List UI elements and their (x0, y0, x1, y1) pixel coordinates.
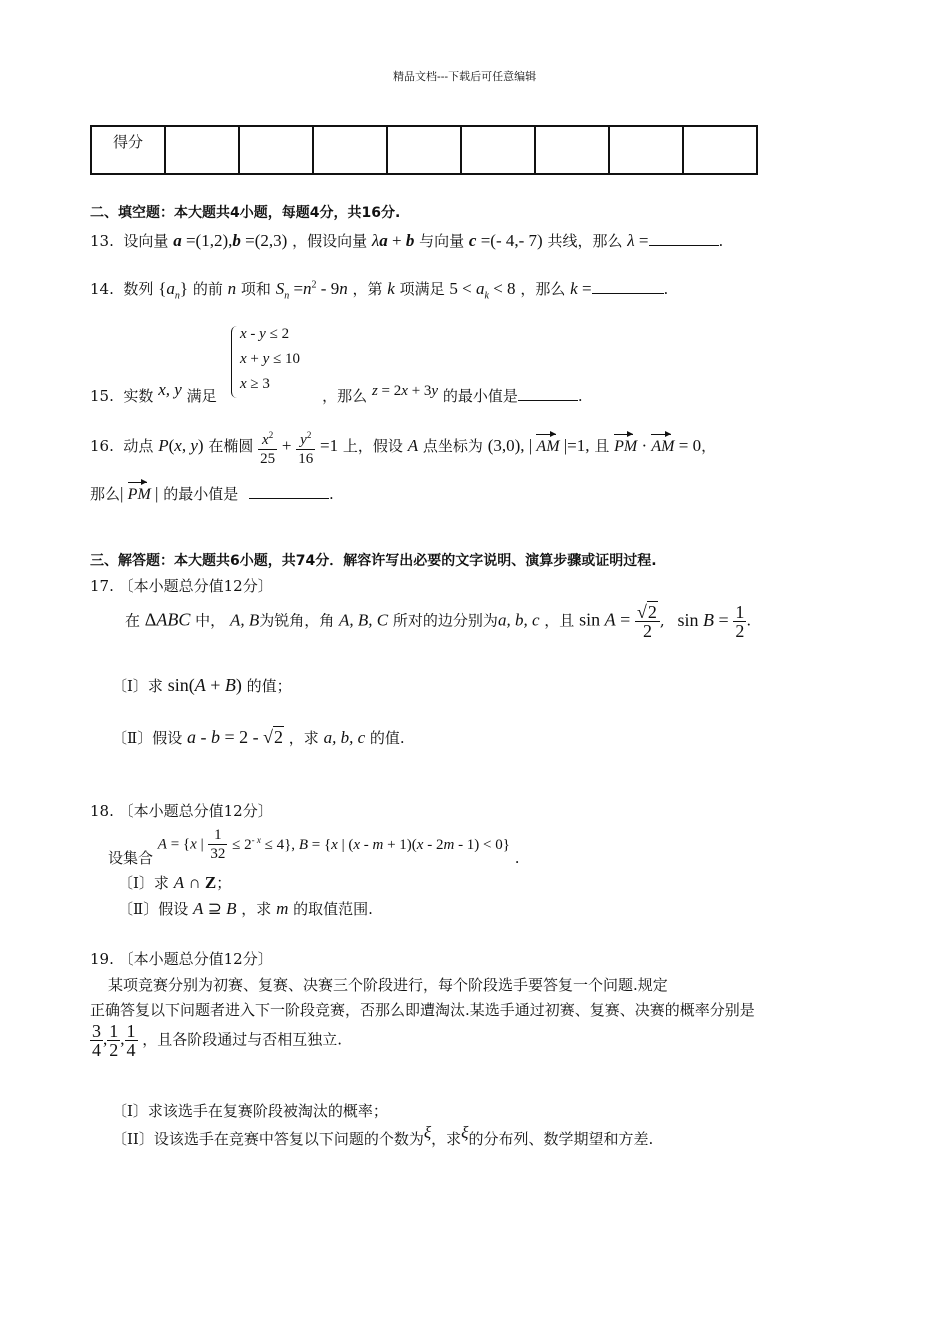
math: λa + b (371, 231, 415, 250)
text: 项满足 (399, 280, 445, 298)
text: 在椭圆 (208, 437, 254, 455)
section-heading: 二、填空题：本大题共4小题，每题4分，共16分. (90, 205, 401, 221)
text: 的最小值是 (442, 387, 518, 405)
text: ，第 (352, 280, 383, 298)
question-17-stem: 在 ΔABC 中， A, B为锐角，角 A, B, C 所对的边分别为a, b, c ，且 sin A = $\frac{√2}{2}$ , sin B = $\frac{1}{2}$ . (125, 602, 752, 641)
text: 中， (195, 611, 226, 630)
text: 的值. (369, 729, 405, 747)
constraint-3: x ≥ 3 (240, 376, 270, 392)
math: ξ (461, 1123, 469, 1142)
math: a =(1,2),b =(2,3) (173, 231, 288, 250)
text: ，求 (431, 1130, 462, 1148)
question-15 (90, 380, 583, 406)
text: 〔Ⅰ〕求 (118, 874, 169, 892)
math: $\frac{1}{2}$ (735, 602, 745, 641)
score-cell[interactable] (609, 126, 683, 174)
answer-blank[interactable] (518, 386, 578, 401)
math: sin B = (677, 609, 729, 630)
text: . (577, 387, 583, 405)
section-heading: 三、解答题：本大题共6小题，共74分．解容许写出必要的文字说明、演算步骤或证明过程. (90, 553, 657, 569)
text: 动点 (123, 437, 154, 455)
math: $\frac{y^2}{16}$ (298, 430, 314, 467)
text: 的取值范围. (293, 900, 373, 918)
question-18-stem: 设集合 A = {x | $\frac{1}{32}$ ≤ $2^{- x} \le 4$}, B = {x | (x - m + 1)(x - 2m - 1) < 0} . (108, 827, 520, 867)
math: x, y (158, 380, 182, 399)
constraint-2: x + y ≤ 10 (240, 351, 301, 367)
score-cell[interactable] (535, 126, 609, 174)
question-number: 16. (90, 437, 114, 455)
question-19-part1: 〔I〕求该选手在复赛阶段被淘汰的概率； (112, 1102, 388, 1120)
question-number: 15. (90, 387, 114, 405)
text: 实数 (123, 387, 154, 405)
text: ，且 (544, 611, 575, 630)
question-19-part2 (112, 1123, 654, 1149)
math: ξ (423, 1123, 432, 1142)
math: A, B (229, 610, 260, 630)
math: $\frac{1}{2}$ (109, 1021, 119, 1060)
question-number: 19. (90, 950, 114, 968)
score-cell[interactable] (239, 126, 313, 174)
math: $\frac{√2}{2}$ (635, 603, 660, 640)
math: A, B, C (339, 610, 389, 630)
text: ，求 (288, 729, 319, 747)
math: $5 < a_k < 8$ (449, 279, 516, 302)
text: 所对的边分别为 (392, 611, 498, 630)
math: ΔABC (144, 609, 191, 630)
question-14 (90, 278, 668, 301)
constraint-1: x - y ≤ 2 (240, 326, 290, 342)
math: sin(A + B) (167, 675, 242, 695)
math: $\{a_n\}$ (158, 279, 189, 302)
math: z = 2x + 3y (371, 383, 439, 399)
text: 的分布列、数学期望和方差. (468, 1130, 654, 1148)
math: c =(- 4,- 7) (468, 231, 543, 250)
score-note: 〔本小题总分值12分〕 (118, 950, 273, 968)
math: PM · AM = 0 (614, 436, 701, 455)
score-label: 得分 (91, 126, 165, 174)
answer-blank[interactable] (592, 279, 664, 294)
text: ，那么 (322, 387, 368, 405)
question-18-part2 (118, 898, 373, 919)
text: 项和 (240, 280, 271, 298)
question-17-header (90, 575, 273, 596)
math: $\frac{1}{4}$ (126, 1021, 136, 1060)
answer-blank[interactable] (649, 231, 719, 246)
score-cell[interactable] (461, 126, 535, 174)
question-19-line3: $\frac{3}{4}$ , $\frac{1}{2}$ , $\frac{1}{4}$ ，且各阶段通过与否相互独立. (92, 1021, 343, 1060)
text: 为锐角，角 (259, 611, 335, 630)
question-17-part1 (112, 675, 292, 696)
text: ，求 (241, 900, 272, 918)
math: $\frac{1}{32}$ (210, 827, 226, 862)
question-19-header (90, 948, 273, 969)
math: n (227, 279, 237, 298)
question-16-line2 (90, 480, 334, 504)
question-19-line1: 某项竞赛分别为初赛、复赛、决赛三个阶段进行，每个阶段选手要答复一个问题.规定 (108, 976, 668, 994)
text: 〔Ⅱ〕假设 (118, 900, 189, 918)
question-18-part1 (118, 872, 231, 893)
text: 共线，那么 (547, 232, 623, 250)
math: m (276, 899, 289, 918)
math: a, b, c (323, 728, 366, 747)
text: 那么 (90, 485, 121, 503)
math: k = (570, 279, 592, 298)
math: | PM | (120, 484, 158, 503)
text: 且 (594, 437, 610, 455)
math: =1 (320, 436, 339, 455)
math: sin A = (579, 609, 631, 630)
math: P(x, y) (158, 436, 204, 455)
question-13 (90, 230, 723, 251)
math: A (407, 436, 419, 455)
page-header: 精品文档---下载后可任意编辑 (393, 70, 537, 83)
math: a, b, c (497, 610, 540, 630)
question-17-part2 (112, 727, 405, 748)
math: A = {x | (157, 836, 204, 853)
math: $\frac{3}{4}$ (92, 1021, 101, 1060)
text: 的最小值是 (163, 485, 239, 503)
math: λ = (627, 231, 649, 250)
text: 〔II〕设该选手在竞赛中答复以下问题的个数为 (112, 1130, 424, 1148)
score-cell[interactable] (683, 126, 757, 174)
score-cell[interactable] (387, 126, 461, 174)
text: ， (701, 437, 717, 455)
text: 〔Ⅱ〕假设 (112, 729, 183, 747)
text: ，假设向量 (292, 232, 368, 250)
question-number: 17. (90, 577, 114, 595)
question-number: 18. (90, 802, 114, 820)
text: ，那么 (520, 280, 566, 298)
text: 点坐标为 (422, 437, 483, 455)
math: $\frac{x^2}{25}$ (260, 430, 276, 467)
text: 与向量 (419, 232, 465, 250)
text: . (663, 280, 669, 298)
text: 数列 (123, 280, 154, 298)
text: . (718, 232, 724, 250)
score-note: 〔本小题总分值12分〕 (118, 577, 273, 595)
text: ，且各阶段通过与否相互独立. (142, 1030, 343, 1049)
text: 设向量 (123, 232, 169, 250)
text: ； (216, 874, 232, 892)
question-number: 13. (90, 232, 114, 250)
text: 的前 (192, 280, 223, 298)
score-table (90, 125, 758, 175)
question-16 (90, 426, 716, 468)
text: 在 (125, 611, 141, 630)
math: (3,0), | AM |=1, (488, 436, 590, 455)
answer-blank[interactable] (249, 484, 329, 499)
question-number: 14. (90, 280, 114, 298)
math: k (387, 279, 395, 298)
math: + (281, 436, 292, 455)
text: 满足 (186, 387, 217, 405)
text: 设集合 (108, 848, 154, 867)
score-note: 〔本小题总分值12分〕 (118, 802, 273, 820)
question-19-line2: 正确答复以下问题者进入下一阶段竞赛，否那么即遭淘汰.某选手通过初赛、复赛、决赛的概率分别是 (90, 1001, 755, 1019)
text: 的值； (246, 677, 292, 695)
text: 〔Ⅰ〕求 (112, 677, 163, 695)
math: a - b = 2 - √2 (186, 727, 284, 747)
math: ≤ $2^{- x} \le 4$}, B = {x | (x - m + 1)(x - 2m - 1) < 0} (232, 834, 510, 853)
score-cell[interactable] (313, 126, 387, 174)
math: $S_n =n^2 - 9n$ (275, 279, 348, 302)
score-cell[interactable] (165, 126, 239, 174)
math: A ∩ Z (173, 873, 217, 892)
text: 上，假设 (342, 437, 403, 455)
question-18-header (90, 800, 273, 821)
text: . (329, 485, 334, 503)
math: A ⊇ B (192, 899, 237, 918)
